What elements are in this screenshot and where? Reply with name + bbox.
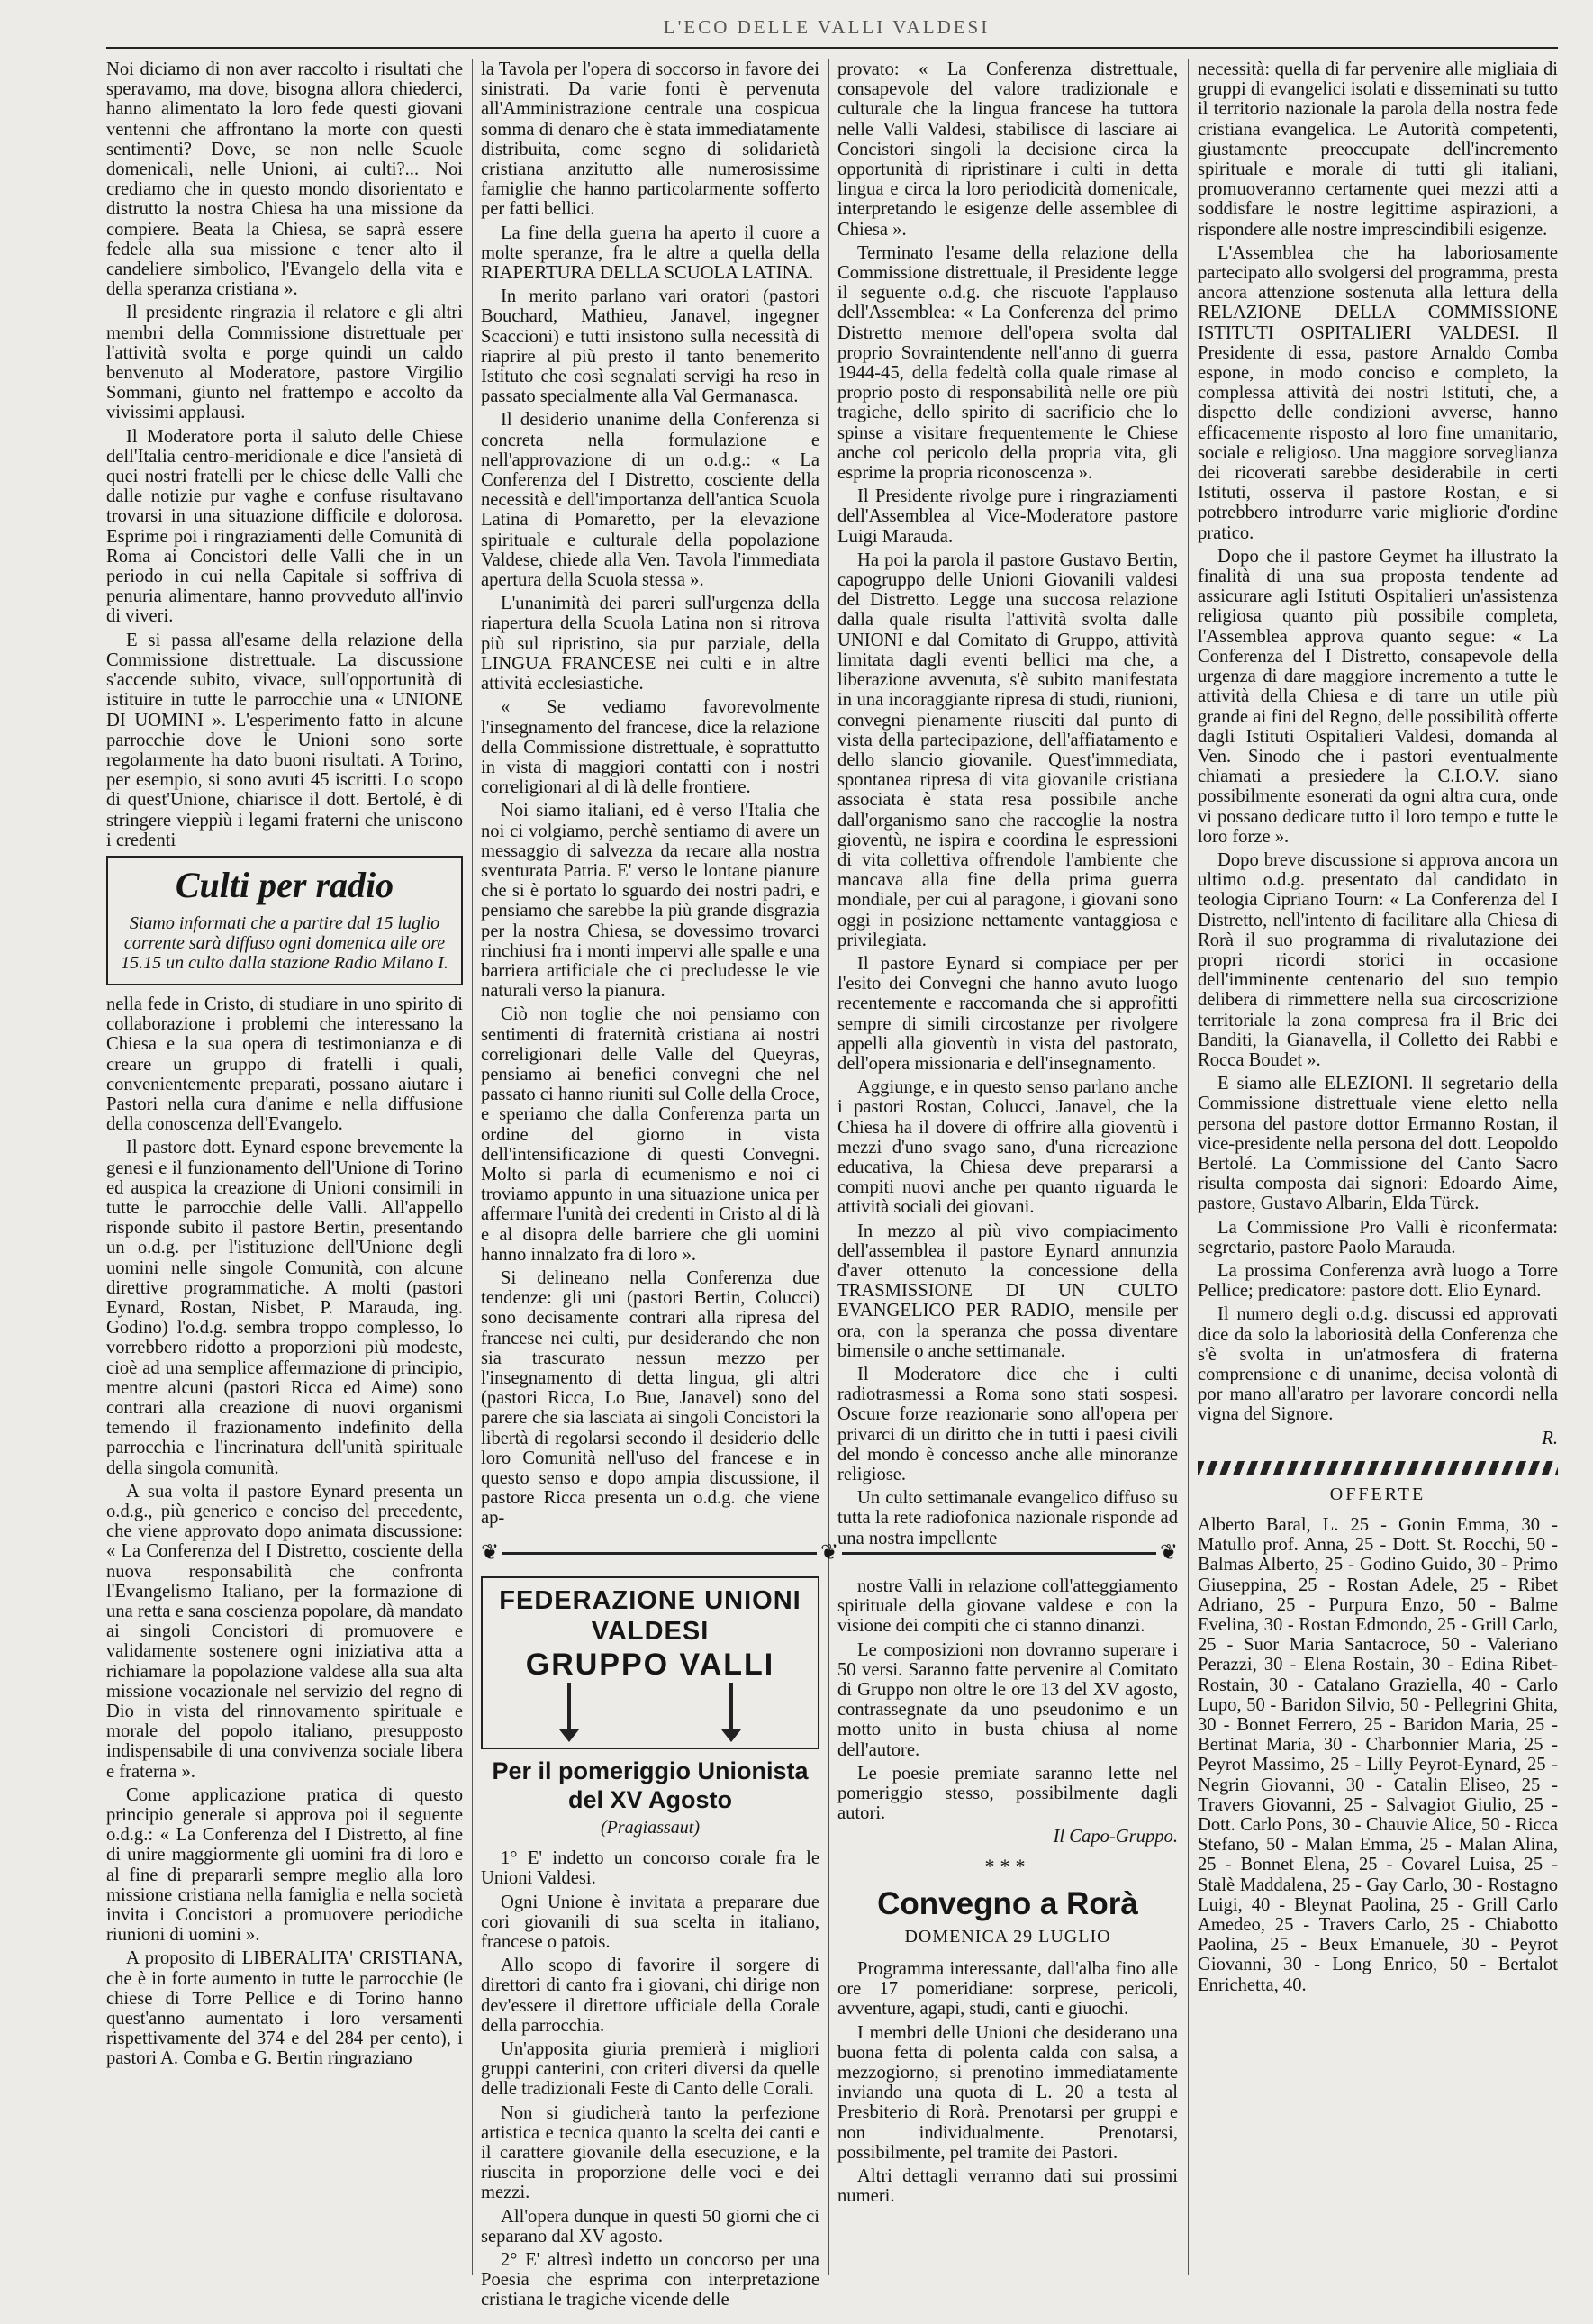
- radio-notice-text: Siamo informati che a partire dal 15 luglio corrente sarà diffuso ogni domenica alle ore 15.15 un culto dalla stazione Radio Milano I.: [121, 912, 448, 973]
- article-paragraph: Si delineano nella Conferenza due tendenze: gli uni (pastori Bertin, Colucci) sono decisamente contrari alla ripresa del francese nei culti, pur desiderando che non sia trascurato nessun mezzo per l'insegnamento di detta lingua, gli altri (pastori Ricca, Lo Bue, Janavel) sono del parere che sia lasciata ai singoli Concistori la libertà di regolarsi secondo il desiderio delle loro Comunità nell'uso del francese e in questo senso e dopo ampia discussione, il pastore Ricca presenta un o.d.g. che viene ap-: [481, 1267, 819, 1529]
- article-paragraph: La Commissione Pro Valli è riconfermata: segretario, pastore Paolo Marauda.: [1198, 1217, 1558, 1257]
- article-paragraph: Un'apposita giuria premierà i migliori gruppi canterini, con criteri diversi da quelle delle tradizionali Feste di Canto delle Corali.: [481, 2039, 819, 2100]
- article-paragraph: Allo scopo di favorire il sorgere di direttori di canto fra i giovani, chi dirige non dev'essere il direttore ufficiale della Corale della parrocchia.: [481, 1956, 819, 2036]
- article-paragraph: Dopo che il pastore Geymet ha illustrato la finalità di una sua proposta tendente ad assicurare agli Istituti Ospitalieri un'assistenza religiosa quanto più possibile completa, l'Assemblea approva quanto segue: « La Conferenza del I Distretto, consapevole della urgenza di dare maggiore incremento a tutte le attività della Chiesa e di tarre un utile più grande ai fini del Regno, delle possibilità offerte dagli Istituti Ospitalieri Valdesi, domanda al Ven. Sinodo che i pastori eventualmente chiamati a presiedere la C.I.O.V. siano possibilmente esonerati da ogni altra cura, onde vi possano dedicare tutto il loro tempo e tutte le loro forze ».: [1198, 546, 1558, 847]
- radio-notice-box: [106, 856, 463, 985]
- article-paragraph: In mezzo al più vivo compiacimento dell'assemblea il pastore Eynard annunzia d'aver ottenuto la concessione della TRASMISSIONE DI UN CULTO EVANGELICO PER RADIO, mensile per ora, con la speranza che possa diventare bimensile o anche settimanale.: [837, 1221, 1178, 1361]
- article-paragraph: Aggiunge, e in questo senso parlano anche i pastori Rostan, Colucci, Janavel, che la Chiesa ha il dovere di offrire alla gioventù i mezzi d'uno svago sano, d'una ricreazione educativa, la Chiesa deve prepararsi a compiti nuovi anche per quanto riguarda le attività sociali dei giovani.: [837, 1077, 1178, 1218]
- article-paragraph: In merito parlano vari oratori (pastori Bouchard, Mathieu, Janavel, ingegner Scaccioni) e tutti insistono sulla necessità di riaprire al più presto il tanto benemerito Istituto che così segnalati servigi ha reso in passato specialmente alla Val Germanasca.: [481, 286, 819, 407]
- event-location: (Pragiassaut): [601, 1818, 700, 1838]
- article-paragraph: provato: « La Conferenza distrettuale, consapevole del valore tradizionale e culturale che la lingua francese ha tuttora nelle Valli Valdesi, stabilisce di lasciare ai Concistori singoli la decisione circa la opportunità di ripristinare i culti in detta lingua e circa la loro periodicità domenicale, interpretando le esigenze delle assemblee di Chiesa ».: [837, 59, 1178, 240]
- article-paragraph: E siamo alle ELEZIONI. Il segretario della Commissione distrettuale viene eletto nella persona del pastore dottor Ermanno Rostan, il vice-presidente nella persona del dott. Leopoldo Bertolé. La Commissione del Canto Sacro risulta composta dai signori: Edoardo Aime, pastore, Gustavo Albarin, Elda Türck.: [1198, 1074, 1558, 1214]
- article-paragraph: Il Moderatore dice che i culti radiotrasmessi a Roma sono stati sospesi. Oscure forze reazionarie sono all'opera per privarci di un diritto che in tutti i paesi civili del mondo è concesso anche alle minoranze religiose.: [837, 1365, 1178, 1485]
- article-paragraph: nostre Valli in relazione coll'atteggiamento spirituale della giovane valdese e con la visione dei compiti che ci stanno dinanzi.: [837, 1576, 1178, 1637]
- article-paragraph: nella fede in Cristo, di studiare in uno spirito di collaborazione i problemi che interessano la Chiesa e la sua opera di testimonianza e di creare un gruppo di fratelli i quali, convenientemente preparati, possano aiutare i Pastori nella cura d'anime e nella diffusione della conoscenza dell'Evangelo.: [106, 994, 463, 1135]
- offerte-list: Alberto Baral, L. 25 - Gonin Emma, 30 - Matullo prof. Anna, 25 - Dott. St. Rocchi, 50 - Balmas Alberto, 25 - Godino Guido, 30 - Primo Giuseppina, 25 - Rostan Adele, 25 - Ribet Adriano, 25 - Purpura Enzo, 50 - Balme Evelina, 30 - Rostan Edmondo, 25 - Grill Carlo, 25 - Suor Maria Santacroce, 50 - Valeriano Perazzi, 30 - Elena Rostain, 30 - Edina Ribet-Rostain, 30 - Catalano Graziella, 40 - Carlo Lupo, 50 - Baridon Silvio, 50 - Pellegrini Ghita, 30 - Bonnet Ferrero, 25 - Baridon Maria, 25 - Bertinat Maria, 30 - Charbonnier Maria, 25 - Peyrot Massimo, 25 - Lilly Peyrot-Eynard, 25 - Negrin Giovanni, 30 - Catalin Eliseo, 25 - Travers Giovanni, 25 - Salvagiot Giulio, 25 - Dott. Carlo Pons, 30 - Chauvie Alice, 50 - Ricca Stefano, 50 - Malan Emma, 25 - Malan Alina, 25 - Bonnet Elena, 25 - Covarel Luisa, 25 - Stalè Maddalena, 25 - Gay Carlo, 30 - Rostagno Luigi, 40 - Bleynat Paolina, 25 - Grill Carlo Amedeo, 25 - Travers Carlo, 25 - Chiabotto Paolina, 25 - Beux Emanuele, 30 - Peyrot Giovanni, 30 - Long Enrico, 50 - Bertalot Enrichetta, 40.: [1198, 1515, 1558, 1995]
- article-paragraph: Ogni Unione è invitata a preparare due cori giovanili di sua scelta in italiano, francese o patois.: [481, 1892, 819, 1953]
- article-paragraph: Il presidente ringrazia il relatore e gli altri membri della Commissione distrettuale per l'attività svolta e porge quindi un caldo benvenuto al Moderatore, pastore Virgilio Sommani, giunto nel frattempo e accolto da vivissimi applausi.: [106, 303, 463, 423]
- article-paragraph: All'opera dunque in questi 50 giorni che ci separano dal XV agosto.: [481, 2206, 819, 2247]
- article-paragraph: Come applicazione pratica di questo principio generale si approva poi il seguente o.d.g.: « La Conferenza del I Distretto, al fine di unire maggiormente gli uomini fra di loro e al fine di prepararli sempre meglio alla loro missione cristiana nella famiglia e nella società invita i Concistori a promuovere periodiche riunioni di uomini ».: [106, 1784, 463, 1946]
- article-paragraph: Dopo breve discussione si approva ancora un ultimo o.d.g. presentato dal candidato in teologia Cipriano Tourn: « La Conferenza del I Distretto, nell'intento di facilitare alla Chiesa di Rorà il suo programma di rivalutazione dei propri ricordi storici in occasione dell'imminente centenario del suo tempio delibera di rimmettere nella sua circoscrizione territoriale la zona compresa fra il Bric dei Banditi, la Gianavella, il Colletto dei Rabbi e Rocca Boudet ».: [1198, 849, 1558, 1070]
- article-paragraph: L'Assemblea che ha laboriosamente partecipato allo svolgersi del programma, presta ancora attenzione sostenuta alla lettura della RELAZIONE DELLA COMMISSIONE ISTITUTI OSPITALIERI VALDESI. Il Presidente di essa, pastore Arnaldo Comba espone, in modo conciso e completo, la complessa attività dei nostri Istituti, che, a dispetto delle condizioni avverse, hanno efficacemente risposto al loro fine umanitario, sociale e religioso. Una maggiore sorveglianza dei ricoverati sarebbe desiderabile in certi Istituti, osserva il pastore Rostan, e si potrebbero introdurre varie migliorie d'ordine pratico.: [1198, 242, 1558, 543]
- event-headline: Per il pomeriggio Unionista del XV Agosto: [492, 1757, 809, 1813]
- convegno-date: DOMENICA 29 LUGLIO: [904, 1926, 1111, 1947]
- article-signature: R.: [1542, 1428, 1558, 1448]
- article-paragraph: L'unanimità dei pareri sull'urgenza della riapertura della Scuola Latina non si ritrova più sul ripristino, sia pur parziale, della LINGUA FRANCESE nei culti e in altre attività ecclesiastiche.: [481, 594, 819, 694]
- arrow-down-icon: [729, 1683, 733, 1733]
- article-paragraph: 2° E' altresì indetto un concorso per una Poesia che esprima con interpretazione cristiana le tragiche vicende delle: [481, 2250, 819, 2310]
- column-rule: [472, 59, 473, 2275]
- article-paragraph: La prossima Conferenza avrà luogo a Torre Pellice; predicatore: pastore dott. Elio Eynard.: [1198, 1260, 1558, 1302]
- article-paragraph: 1° E' indetto un concorso corale fra le Unioni Valdesi.: [481, 1848, 819, 1889]
- article-paragraph: Un culto settimanale evangelico diffuso su tutta la rete radiofonica nazionale risponde ad una nostra impellente: [837, 1488, 1178, 1548]
- article-paragraph: Il pastore dott. Eynard espone brevemente la genesi e il funzionamento dell'Unione di Torino ed auspica la creazione di Unioni consimili in tutte le parrocchie delle Valli. All'appello risponde subito il pastore Bertin, presentando un o.d.g. per l'istituzione dell'Unione degli uomini nelle singole Comunità, con alcune direttive programmatiche. A molti (pastori Eynard, Rostan, Nisbet, P. Marauda, ing. Godino) l'o.d.g. sembra troppo complesso, lo vorrebbero ridotto a proporzioni più modeste, cioè ad una semplice affermazione di principio, mentre alcuni (pastori Ricca ed Aime) sono contrari alla creazione di nuovi organismi temendo il frazionamento indefinito della parrocchia e l'incrinatura dell'unità spirituale della singola comunità.: [106, 1138, 463, 1478]
- article-paragraph: Altri dettagli verranno dati sui prossimi numeri.: [837, 2166, 1178, 2207]
- article-paragraph: Le poesie premiate saranno lette nel pomeriggio stesso, possibilmente dagli autori.: [837, 1763, 1178, 1824]
- offerte-heading: OFFERTE: [1329, 1484, 1426, 1504]
- federazione-title: FEDERAZIONE UNIONI VALDESI: [499, 1586, 801, 1646]
- article-paragraph: Noi siamo italiani, ed è verso l'Italia che noi ci volgiamo, perchè sentiamo di avere un messaggio di salvezza da recare alla nostra sventurata Patria. E' verso le lontane pianure che si è portato lo sguardo dei nostri padri, e pensiamo che sarebbe la più grande disgrazia per la nostra Chiesa, se dovessimo trovarci rinchiusi fra i monti impervi alle spalle e una barriera artificiale che ci precludesse le vie naturali verso la pianura.: [481, 801, 819, 1002]
- ornament-glyph: ❦: [819, 1541, 839, 1565]
- column-rule: [1188, 59, 1189, 2275]
- article-paragraph: Il pastore Eynard si compiace per per l'esito dei Convegni che hanno avuto luogo recentemente e raccomanda che si approfitti sempre di simili circostanze per rivolgere appelli alla gioventù in vista del pastorato, dell'opera missionaria e dell'insegnamento.: [837, 953, 1178, 1074]
- article-paragraph: necessità: quella di far pervenire alle migliaia di gruppi di evangelici isolati e disseminati su tutto il territorio nazionale la parola della nostra fede cristiana evangelica. Le Autorità competenti, giustamente preoccupate dell'incremento spirituale e morale di tutti gli italiani, promuoveranno certamente quei mezzi atti a soddisfare le nostre legittime aspirazioni, a rispondere alle nostre imprescindibili esigenze.: [1198, 59, 1558, 240]
- masthead: L'ECO DELLE VALLI VALDESI: [663, 16, 991, 38]
- ornament-glyph: ❦: [1159, 1541, 1179, 1565]
- article-paragraph: Il numero degli o.d.g. discussi ed approvati dice da solo la laboriosità della Conferenza che s'è svolta in un'atmosfera di fraterna comprensione e di unanime, decisa volontà di por mano all'aratro per lavorare concordi nella vigna del Signore.: [1198, 1304, 1558, 1425]
- convegno-section: [837, 1576, 1178, 2225]
- article-paragraph: Le composizioni non dovranno superare i 50 versi. Saranno fatte pervenire al Comitato di Gruppo non oltre le ore 13 del XV agosto, contrassegnate da uno pseudonimo e un motto unito in busta chiusa al nome dell'autore.: [837, 1639, 1178, 1760]
- article-paragraph: I membri delle Unioni che desiderano una buona fetta di polenta calda con salsa, a mezzogiorno, si prenotino immediatamente inviando una quota di L. 20 a testa al Presbiterio di Rorà. Prenotarsi per gruppi e non individualmente. Prenotarsi, possibilmente, pel tramite dei Pastori.: [837, 2022, 1178, 2163]
- decorative-divider: [1198, 1461, 1558, 1475]
- article-paragraph: Ha poi la parola il pastore Gustavo Bertin, capogruppo delle Unioni Giovanili valdesi del Distretto. Legge una succosa relazione dalla quale risulta l'attività svolta dalle UNIONI e dal Comitato di Gruppo, attività limitata dagli eventi bellici ma che, a liberazione avvenuta, s'è subito manifestata in una incoraggiante ripresa di studi, riunioni, convegni pienamente riusciti dal punto di vista della partecipazione, dell'affiatamento e dello slancio giovanile. Quest'immediata, spontanea ripresa di vita giovanile cristiana associata è stata resa possibile anche dall'organismo sano che raccoglie la nostra gioventù, ne ispira e coordina le espressioni di vita collettiva offrendole l'ambiente che mancava alla fine della prima guerra mondiale, per cui al paragone, i giovani sono oggi in posizione nettamente vantaggiosa e privilegiata.: [837, 549, 1178, 950]
- article-paragraph: A sua volta il pastore Eynard presenta un o.d.g., più generico e conciso del precedente, che viene approvato dopo animata discussione: « La Conferenza del I Distretto, cosciente della nuova responsabilità che confronta l'Evangelismo Italiano, per la formazione di una retta e sana coscienza popolare, dà mandato ai singoli Concistori di promuovere e validamente sostenere ogni iniziativa atta a richiamare la popolazione valdese alla sua alta missione vocazionale nel servizio del regno di Dio in vista del rinnovamento spirituale e morale del popolo italiano, presupposto indispensabile di una convivenza sociale libera e fraterna ».: [106, 1481, 463, 1782]
- article-paragraph: E si passa all'esame della relazione della Commissione distrettuale. La discussione s'accende subito, vivace, sull'opportunità di istituire in tutte le parrocchie una « UNIONE DI UOMINI ». L'esperimento fatto in alcune parrocchie dove le Unioni sono sorte regolarmente ha dato buoni risultati. A Torino, per esempio, si sono avuti 45 iscritti. Lo scopo di quest'Unione, chiarisce il dott. Bertolé, è di stringere vieppiù i legami fraterni che uniscono i credenti: [106, 630, 463, 850]
- column-3: [837, 59, 1178, 1548]
- column-1: [106, 59, 463, 2275]
- federazione-section: [481, 1576, 819, 2310]
- article-paragraph: la Tavola per l'opera di soccorso in favore dei sinistrati. Da varie fonti è pervenuta all'Amministrazione centrale una cospicua somma di denaro che è stata immediatamente distribuita, come segno di solidarietà cristiana anzitutto alle numerosissime famiglie che hanno particolarmente sofferto per fatti bellici.: [481, 59, 819, 220]
- ornamental-rule: [481, 1542, 1178, 1564]
- column-2: [481, 59, 819, 1537]
- capo-gruppo-signature: Il Capo-Gruppo.: [1053, 1827, 1178, 1847]
- article-paragraph: Il Moderatore porta il saluto delle Chiese dell'Italia centro-meridionale e dice l'ansietà di quei nostri fratelli per le chiese delle Valli che dalle notizie pur vaghe e confuse risultavano trovarsi in una situazione difficile e dolorosa. Esprime poi i ringraziamenti delle Comunità di Roma ai Concistori delle Valli che in un periodo in cui nella Capitale si soffriva di penuria alimentare, hanno provveduto all'invio di viveri.: [106, 426, 463, 627]
- arrow-down-icon: [567, 1683, 571, 1733]
- gruppo-title: GRUPPO VALLI: [525, 1648, 775, 1682]
- ornament-glyph: ❦: [481, 1541, 500, 1565]
- column-rule: [828, 59, 829, 2275]
- article-paragraph: Il Presidente rivolge pure i ringraziamenti dell'Assemblea al Vice-Moderatore pastore Luigi Marauda.: [837, 486, 1178, 547]
- article-paragraph: La fine della guerra ha aperto il cuore a molte speranze, fra le altre a quella della RIAPERTURA DELLA SCUOLA LATINA.: [481, 222, 819, 284]
- article-paragraph: Il desiderio unanime della Conferenza si concreta nella formulazione e nell'approvazione di un o.d.g.: « La Conferenza del I Distretto, cosciente della necessità e dell'importanza dell'antica Scuola Latina di Pomaretto, per la elevazione spirituale e culturale della popolazione Valdese, chiede alla Ven. Tavola l'immediata apertura della Scuola stessa ».: [481, 410, 819, 591]
- convegno-title: Convegno a Rorà: [877, 1885, 1138, 1921]
- federazione-box: [481, 1576, 819, 1749]
- article-paragraph: Non si giudicherà tanto la perfezione artistica e tecnica quanto la scelta dei canti e il carattere giovanile della esecuzione, e la riuscita in proporzione delle voci e dei mezzi.: [481, 2102, 819, 2203]
- article-paragraph: A proposito di LIBERALITA' CRISTIANA, che è in forte aumento in tutte le parrocchie (le chiese di Torre Pellice e di Torino hanno quest'anno aumentato i loro versamenti rispettivamente del 374 e del 284 per cento), i pastori A. Comba e G. Bertin ringraziano: [106, 1948, 463, 2069]
- arrow-decoration: [488, 1683, 812, 1738]
- article-paragraph: « Se vediamo favorevolmente l'insegnamento del francese, dice la relazione della Commissione distrettuale, è soprattutto in vista di maggiori contatti con i nostri correligionari al di là delle frontiere.: [481, 697, 819, 798]
- article-paragraph: Programma interessante, dall'alba fino alle ore 17 pomeridiane: sorprese, pericoli, avventure, agapi, studi, canti e giuochi.: [837, 1959, 1178, 2020]
- header-rule: [106, 47, 1558, 49]
- article-paragraph: Ciò non toglie che noi pensiamo con sentimenti di fraternità cristiana ai nostri correligionari delle Valle del Queyras, pensiamo ai benefici convegni che nel passato ci hanno riuniti sul Colle della Croce, e speriamo che dalla Conferenza parta un ordine del giorno in vista dell'intensificazione di questi Convegni. Molto si parla di ecumenismo e noi ci troviamo appunto in una situazione unica per affermare l'unità dei credenti in Cristo al di là e al disopra delle barriere che gli uomini hanno innalzato fra di loro ».: [481, 1004, 819, 1265]
- radio-notice-title: Culti per radio: [175, 864, 394, 905]
- article-paragraph: Terminato l'esame della relazione della Commissione distrettuale, il Presidente legge il seguente o.d.g. che riscuote l'applauso dell'Assemblea: « La Conferenza del primo Distretto memore dell'opera svolta dal proprio Sovraintendente nell'anno di guerra 1944-45, della fedeltà colla quale rimase al proprio posto di responsabilità nelle ore più tragiche, dello spirito di sacrificio che lo spinse a visitare frequentemente le Chiese anche col pericolo della propria vita, gli esprime la propria riconoscenza ».: [837, 242, 1178, 484]
- section-separator: ***: [984, 1854, 1031, 1877]
- column-4: [1198, 59, 1558, 2239]
- article-paragraph: Noi diciamo di non aver raccolto i risultati che speravamo, ma dove, bisogna allora chiederci, hanno alimentato la loro fede questi giovani ventenni che affrontano la morte con questi sentimenti? Dove, se non nelle Scuole domenicali, nelle Unioni, ai culti?... Noi crediamo che in questo mondo disorientato e distrutto la nostra Chiesa ha una missione da compiere. Beata la Chiesa, se saprà essere fedele alla sua missione e tener alto il candeliere simbolico, l'Evangelo della vita e della speranza cristiana ».: [106, 59, 463, 300]
